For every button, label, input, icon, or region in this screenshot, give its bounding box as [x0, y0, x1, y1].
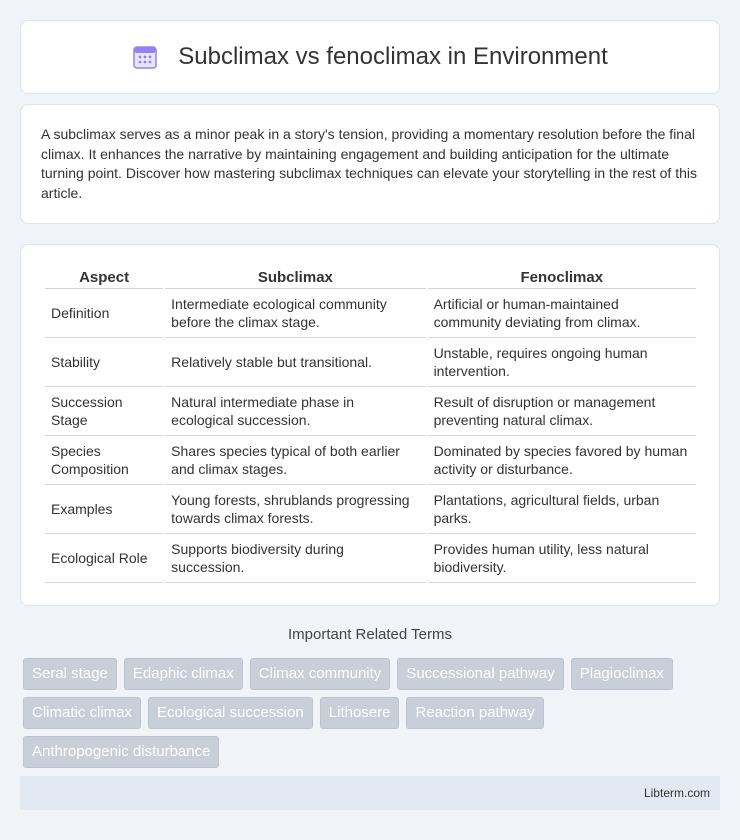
table-row — [45, 436, 696, 485]
footer — [20, 776, 720, 810]
cell-fenoclimax: Dominated by species favored by human activity or disturbance. — [428, 436, 696, 485]
comparison-table — [43, 265, 698, 583]
related-terms-list — [23, 658, 723, 768]
cell-aspect: Definition — [45, 289, 163, 338]
table-row — [45, 387, 696, 436]
cell-fenoclimax: Plantations, agricultural fields, urban parks. — [428, 485, 696, 534]
cell-subclimax: Intermediate ecological community before the climax stage. — [165, 289, 425, 338]
related-terms-title: Important Related Terms — [288, 626, 452, 643]
page-title: Subclimax vs fenoclimax in Environment — [178, 43, 608, 70]
cell-subclimax: Shares species typical of both earlier and climax stages. — [165, 436, 425, 485]
cell-aspect: Examples — [45, 485, 163, 534]
header-subclimax: Subclimax — [165, 265, 425, 289]
header-card — [20, 20, 720, 94]
cell-subclimax: Young forests, shrublands progressing towards climax forests. — [165, 485, 425, 534]
cell-subclimax: Supports biodiversity during succession. — [165, 534, 425, 583]
cell-aspect: Species Composition — [45, 436, 163, 485]
cell-fenoclimax: Provides human utility, less natural biodiversity. — [428, 534, 696, 583]
cell-aspect: Stability — [45, 338, 163, 387]
header-fenoclimax: Fenoclimax — [428, 265, 696, 289]
table-row — [45, 534, 696, 583]
cell-fenoclimax: Result of disruption or management preventing natural climax. — [428, 387, 696, 436]
cell-fenoclimax: Unstable, requires ongoing human intervention. — [428, 338, 696, 387]
comparison-table-card — [20, 244, 720, 606]
calendar-icon — [132, 44, 158, 70]
cell-fenoclimax: Artificial or human-maintained community deviating from climax. — [428, 289, 696, 338]
tag-anthropogenic-disturbance[interactable]: Anthropogenic disturbance — [23, 736, 219, 768]
tag-seral-stage[interactable]: Seral stage — [23, 658, 117, 690]
tag-lithosere[interactable]: Lithosere — [320, 697, 400, 729]
cell-subclimax: Relatively stable but transitional. — [165, 338, 425, 387]
footer-site-link[interactable]: Libterm.com — [643, 786, 710, 800]
cell-aspect: Ecological Role — [45, 534, 163, 583]
tag-reaction-pathway[interactable]: Reaction pathway — [406, 697, 543, 729]
tag-climax-community[interactable]: Climax community — [250, 658, 391, 690]
cell-aspect: Succession Stage — [45, 387, 163, 436]
table-row — [45, 485, 696, 534]
table-row — [45, 338, 696, 387]
tag-plagioclimax[interactable]: Plagioclimax — [571, 658, 673, 690]
tag-edaphic-climax[interactable]: Edaphic climax — [124, 658, 243, 690]
table-row — [45, 289, 696, 338]
tag-successional-pathway[interactable]: Successional pathway — [397, 658, 563, 690]
tag-climatic-climax[interactable]: Climatic climax — [23, 697, 141, 729]
intro-card — [20, 104, 720, 224]
header-aspect: Aspect — [45, 265, 163, 289]
cell-subclimax: Natural intermediate phase in ecological succession. — [165, 387, 425, 436]
tag-ecological-succession[interactable]: Ecological succession — [148, 697, 313, 729]
table-header-row — [45, 265, 696, 289]
intro-text: A subclimax serves as a minor peak in a story's tension, providing a momentary resolution before the final climax. It enhances the narrative by maintaining engagement and building anticipation for the ultimate turning point. Discover how mastering subclimax techniques can elevate your storytelling in the rest of this article. — [41, 126, 697, 201]
